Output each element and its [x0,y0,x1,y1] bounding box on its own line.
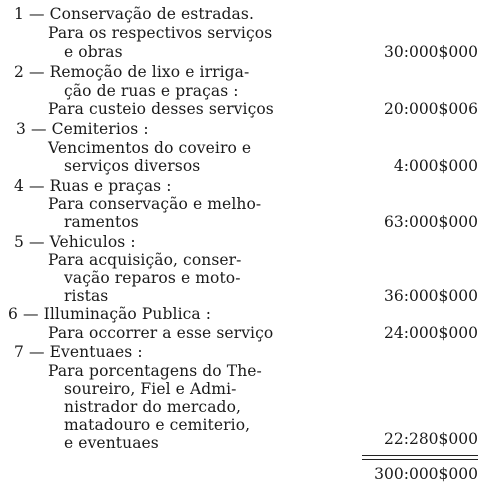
item-4-line-2: ramentos [64,213,139,231]
item-6-line-1: Para occorrer a esse serviço [48,324,274,342]
item-5-line-2: vação reparos e moto- [64,269,241,287]
item-4-heading: 4 — Ruas e praças : [14,177,172,195]
item-7-line-4: matadouro e cemiterio, [64,416,251,434]
item-5-line-3: ristas [64,287,109,305]
item-4-amount: 63:000$000 [384,213,478,231]
item-2-line-1: ção de ruas e praças : [64,82,239,100]
item-6-heading: 6 — Illuminação Publica : [8,305,212,323]
item-1-line-2: e obras [64,43,123,61]
item-7-line-3: nistrador do mercado, [64,398,242,416]
item-3-heading: 3 — Cemiterios : [16,120,149,138]
item-3-line-2: serviços diversos [64,157,201,175]
item-2-heading: 2 — Remoção de lixo e irriga- [14,63,250,81]
total-rule-bottom [362,459,478,460]
item-5-line-1: Para acquisição, conser- [48,251,242,269]
item-4-line-1: Para conservação e melho- [48,195,262,213]
item-1-amount: 30:000$000 [384,43,478,61]
total-amount: 300:000$000 [374,465,478,483]
item-6-amount: 24:000$000 [384,324,478,342]
item-5-amount: 36:000$000 [384,287,478,305]
item-1-heading: 1 — Conservação de estradas. [14,5,254,23]
item-3-amount: 4:000$000 [393,157,478,175]
item-2-amount: 20:000$006 [384,100,478,118]
item-2-line-2: Para custeio desses serviços [48,100,274,118]
item-7-heading: 7 — Eventuaes : [14,343,143,361]
item-1-line-1: Para os respectivos serviços [48,24,273,42]
total-rule-top [362,455,478,456]
item-7-line-2: soureiro, Fiel e Admi- [64,380,237,398]
item-3-line-1: Vencimentos do coveiro e [48,139,252,157]
item-7-line-5: e eventuaes [64,434,159,452]
item-7-line-1: Para porcentagens do The- [48,362,262,380]
item-5-heading: 5 — Vehiculos : [14,233,136,251]
item-7-amount: 22:280$000 [384,430,478,448]
